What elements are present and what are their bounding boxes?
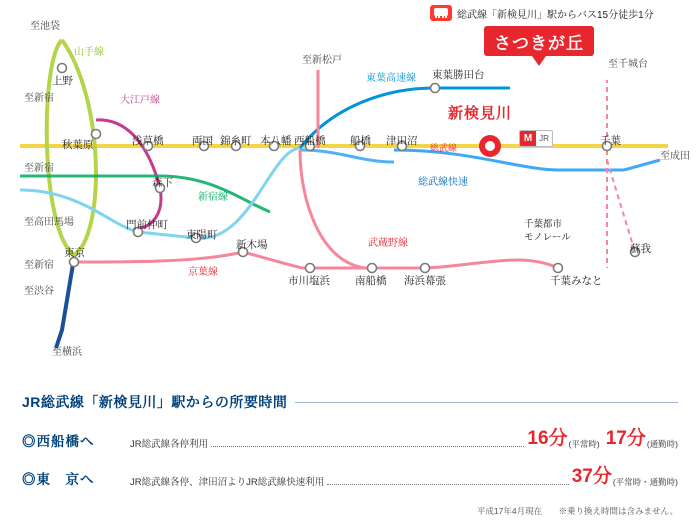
footnote-disclaimer: ※乗り換え時間は含みません。 (558, 506, 678, 516)
musashino-line (300, 150, 365, 268)
station-label: 森下 (152, 177, 173, 189)
station-label: 上野 (52, 75, 73, 87)
footnote-date: 平成17年4月現在 (476, 506, 543, 516)
station-label: モノレール (524, 232, 571, 243)
edge-label: 至新宿 (24, 163, 54, 174)
jr-badge-mark: M (520, 131, 536, 146)
line-label: 武蔵野線 (368, 238, 408, 249)
station-label: 海浜幕張 (404, 275, 446, 287)
station-label: 東葉勝田台 (432, 69, 485, 81)
edge-label: 至千城台 (608, 59, 648, 70)
edge-label: 至成田 (660, 151, 690, 162)
station-label: 蘇我 (630, 243, 651, 255)
edge-label: 至池袋 (30, 21, 60, 32)
station-label: 西船橋 (294, 135, 326, 147)
station-label: 浅草橋 (132, 135, 164, 147)
destination-name: 西船橋へ (36, 434, 95, 449)
line-label: 東葉高速線 (366, 73, 416, 84)
bullet-mark: ◎ (22, 472, 37, 487)
station-label: 東陽町 (186, 229, 218, 241)
time-normal: 16分 (527, 428, 568, 449)
edge-label: 至高田馬場 (24, 217, 74, 228)
edge-label: 至新宿 (24, 93, 54, 104)
travel-time-row (22, 461, 678, 488)
tokaido-line (56, 258, 74, 348)
station-label: 新木場 (236, 239, 268, 251)
time-commute-note: (平常時・通勤時) (612, 477, 678, 487)
line-label: 山手線 (74, 47, 104, 58)
travel-time-panel (0, 380, 700, 525)
time-commute-note: (通勤時) (646, 439, 678, 449)
shinkemigawa-marker (479, 135, 501, 157)
leader-dots (327, 476, 568, 485)
station-label: 千葉みなと (550, 275, 603, 287)
station-label: 門前仲町 (126, 219, 168, 231)
time-commute: 37分 (571, 466, 612, 487)
bus-callout-text: 総武線「新検見川」駅からバス15分徒歩1分 (457, 9, 654, 21)
leader-dots (211, 438, 524, 447)
jr-badge-text: JR (539, 134, 549, 143)
bullet-mark: ◎ (22, 434, 37, 449)
destination-label (22, 430, 130, 450)
station-label: 南船橋 (355, 275, 387, 287)
line-label: 大江戸線 (120, 95, 160, 106)
destination-name: 東 京へ (36, 472, 95, 487)
sobu-rapid-line (394, 150, 624, 170)
title-pointer-arrow (532, 56, 546, 66)
jr-badge (519, 130, 553, 147)
station-label: 両国 (192, 135, 213, 147)
travel-time-heading (22, 392, 678, 412)
line-label: 総武線 (430, 143, 458, 153)
station-label: 東京 (64, 247, 85, 259)
property-title-box (484, 26, 594, 56)
travel-time-heading-text: JR総武線「新検見川」駅からの所要時間 (22, 394, 288, 410)
bus-icon (430, 5, 452, 21)
station-label: 千葉 (600, 135, 621, 147)
keiyo-line (74, 252, 558, 268)
station-label: 市川塩浜 (288, 275, 330, 287)
edge-label: 至渋谷 (24, 286, 54, 297)
travel-time-row (22, 423, 678, 450)
time-commute: 17分 (605, 428, 646, 449)
line-label: 京葉線 (188, 267, 218, 278)
heading-rule (295, 402, 678, 403)
station-label: 秋葉原 (62, 139, 94, 151)
station-label: 千葉都市 (524, 219, 563, 230)
destination-label (22, 468, 130, 488)
line-label: 新宿線 (198, 192, 228, 203)
route-detail: JR総武線各停利用 (130, 439, 209, 450)
bus-callout (430, 4, 692, 22)
station-label: 錦糸町 (220, 135, 252, 147)
station-label: 船橋 (350, 135, 371, 147)
property-title: さつきが丘 (494, 33, 584, 53)
edge-label: 至横浜 (52, 347, 82, 358)
footnote (477, 505, 678, 517)
edge-label: 至新松戸 (302, 55, 342, 66)
shinkemigawa-label: 新検見川 (448, 105, 513, 122)
edge-label: 至新宿 (24, 260, 54, 271)
route-detail: JR総武線各停、津田沼よりJR総武線快速利用 (130, 477, 325, 488)
station-label: 津田沼 (386, 135, 418, 147)
time-normal-note: (平常時) (568, 439, 600, 449)
station-label: 本八幡 (260, 135, 292, 147)
line-label: 総武線快速 (418, 177, 468, 188)
